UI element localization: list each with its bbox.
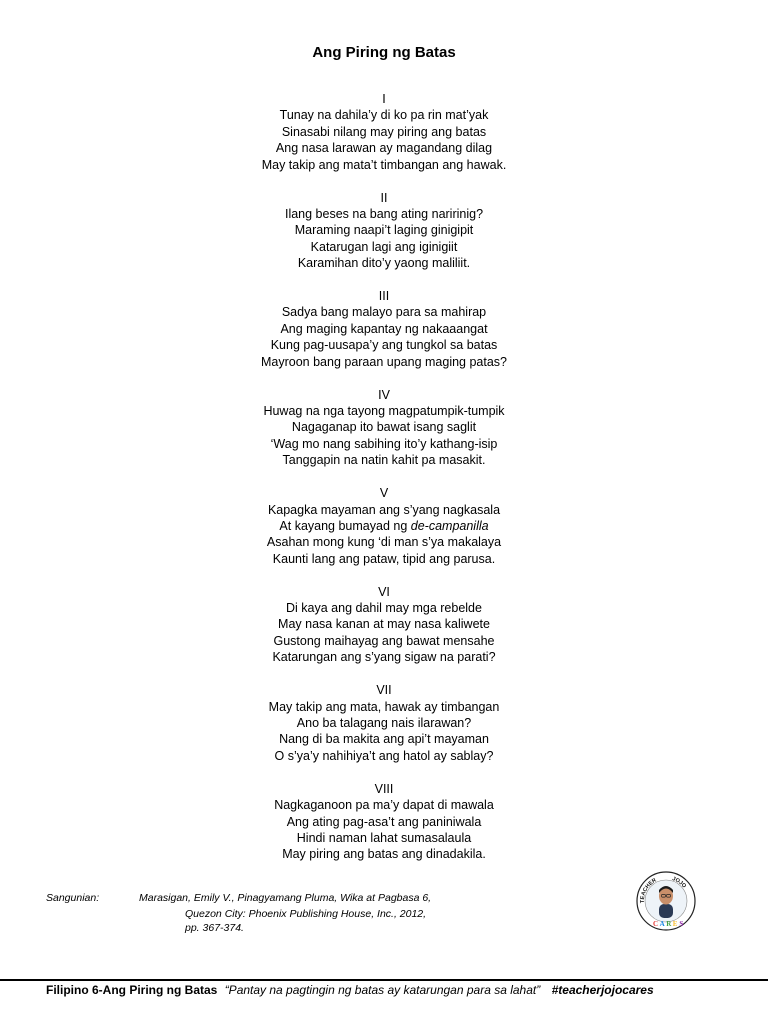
footer-quote: “Pantay na pagtingin ng batas ay katarungan para sa lahat” bbox=[224, 983, 541, 997]
stanza-number: I bbox=[382, 92, 386, 106]
poem-line: Tanggapin na natin kahit pa masakit. bbox=[282, 453, 486, 468]
stanza-number: III bbox=[378, 289, 390, 304]
footer-hashtag: #teacherjojocares bbox=[551, 983, 654, 997]
stanza-1 bbox=[0, 91, 768, 173]
poem-line: Asahan mong kung ‘di man s’ya makalaya bbox=[266, 535, 502, 550]
footer-divider bbox=[0, 979, 768, 981]
avatar-icon bbox=[659, 886, 673, 918]
poem-line: ‘Wag mo nang sabihing ito’y kathang-isip bbox=[270, 436, 498, 451]
stanza-number: VI bbox=[378, 584, 390, 599]
poem-line: Maraming naapi’t laging ginigipit bbox=[294, 223, 474, 238]
stanza-number: II bbox=[380, 190, 388, 205]
logo-right-text: JOJO bbox=[671, 876, 688, 890]
poem-line: Ang ating pag-asa’t ang paniniwala bbox=[286, 814, 482, 829]
poem-line: Kaunti lang ang pataw, tipid ang parusa. bbox=[272, 551, 496, 566]
stanza-3 bbox=[0, 288, 768, 370]
poem-line: Ang nasa larawan ay magandang dilag bbox=[275, 141, 493, 156]
source-label: Sangunian: bbox=[46, 892, 100, 904]
poem-line: May nasa kanan at may nasa kaliwete bbox=[278, 617, 490, 632]
poem-line: Nang di ba makita ang api’t mayaman bbox=[279, 732, 489, 747]
stanza-8 bbox=[0, 781, 768, 863]
poem-line: Katarungan ang s’yang sigaw na parati? bbox=[272, 650, 496, 665]
poem-line: Ilang beses na bang ating naririnig? bbox=[284, 206, 484, 221]
poem-line: Huwag na nga tayong magpatumpik-tumpik bbox=[263, 404, 505, 418]
stanza-number: VIII bbox=[374, 781, 394, 796]
italic-term: de-campanilla bbox=[410, 518, 489, 533]
poem-line: Gustong maihayag ang bawat mensahe bbox=[273, 633, 495, 648]
poem-line: Kung pag-uusapa’y ang tungkol sa batas bbox=[270, 338, 498, 353]
stanza-7 bbox=[0, 682, 768, 764]
poem-line: May piring ang batas ang dinadakila. bbox=[282, 847, 486, 862]
source-line-2: Quezon City: Phoenix Publishing House, Inc., 2012, bbox=[185, 908, 427, 920]
footer bbox=[46, 983, 746, 997]
poem-line: May takip ang mata, hawak ay timbangan bbox=[268, 699, 500, 714]
logo-letter: S bbox=[679, 920, 684, 928]
poem-line: Ang maging kapantay ng nakaaangat bbox=[280, 321, 488, 336]
logo-letter: C bbox=[653, 920, 659, 928]
logo-cares-text bbox=[653, 920, 683, 928]
teacher-jojo-cares-logo bbox=[635, 870, 697, 932]
stanza-number: V bbox=[379, 486, 389, 501]
poem-line: Ano ba talagang nais ilarawan? bbox=[296, 716, 472, 730]
logo-letter: E bbox=[672, 920, 678, 928]
poem-line: May takip ang mata’t timbangan ang hawak. bbox=[261, 157, 507, 172]
logo-top-text: TEACHER bbox=[639, 877, 658, 904]
stanza-number: VII bbox=[376, 683, 392, 698]
poem-line-text: At kayang bumayad ng bbox=[279, 518, 408, 533]
stanza-6 bbox=[0, 584, 768, 666]
source-line-3: pp. 367-374. bbox=[185, 922, 244, 934]
poem-line: Di kaya ang dahil may mga rebelde bbox=[286, 601, 482, 616]
stanza-2 bbox=[0, 190, 768, 272]
poem-line: Nagaganap ito bawat isang saglit bbox=[291, 420, 477, 435]
poem-line: Sinasabi nilang may piring ang batas bbox=[281, 124, 487, 139]
poem-line: Kapagka mayaman ang s’yang nagkasala bbox=[267, 502, 501, 517]
poem-line bbox=[0, 518, 768, 534]
logo-letter: A bbox=[659, 920, 665, 928]
footer-title: Filipino 6-Ang Piring ng Batas bbox=[46, 983, 218, 997]
source-line-1: Marasigan, Emily V., Pinagyamang Pluma, Wika at Pagbasa 6, bbox=[139, 892, 432, 904]
poem-title: Ang Piring ng Batas bbox=[312, 44, 456, 61]
poem-line: Sadya bang malayo para sa mahirap bbox=[281, 305, 487, 320]
poem-line: Hindi naman lahat sumasalaula bbox=[296, 830, 472, 845]
stanza-number: IV bbox=[378, 387, 390, 402]
poem-line: Mayroon bang paraan upang maging patas? bbox=[260, 354, 507, 369]
poem-line: Nagkaganoon pa ma’y dapat di mawala bbox=[274, 798, 494, 813]
stanza-5 bbox=[0, 485, 768, 567]
poem-body bbox=[0, 91, 768, 879]
stanza-4 bbox=[0, 387, 768, 469]
poem-line: Katarugan lagi ang iginigiit bbox=[310, 239, 458, 254]
logo-letter: R bbox=[666, 920, 672, 928]
poem-line: Karamihan dito’y yaong maliliit. bbox=[297, 256, 471, 271]
poem-line: O s’ya’y nahihiya’t ang hatol ay sablay? bbox=[274, 748, 494, 763]
poem-line: Tunay na dahila’y di ko pa rin mat’yak bbox=[279, 108, 489, 123]
